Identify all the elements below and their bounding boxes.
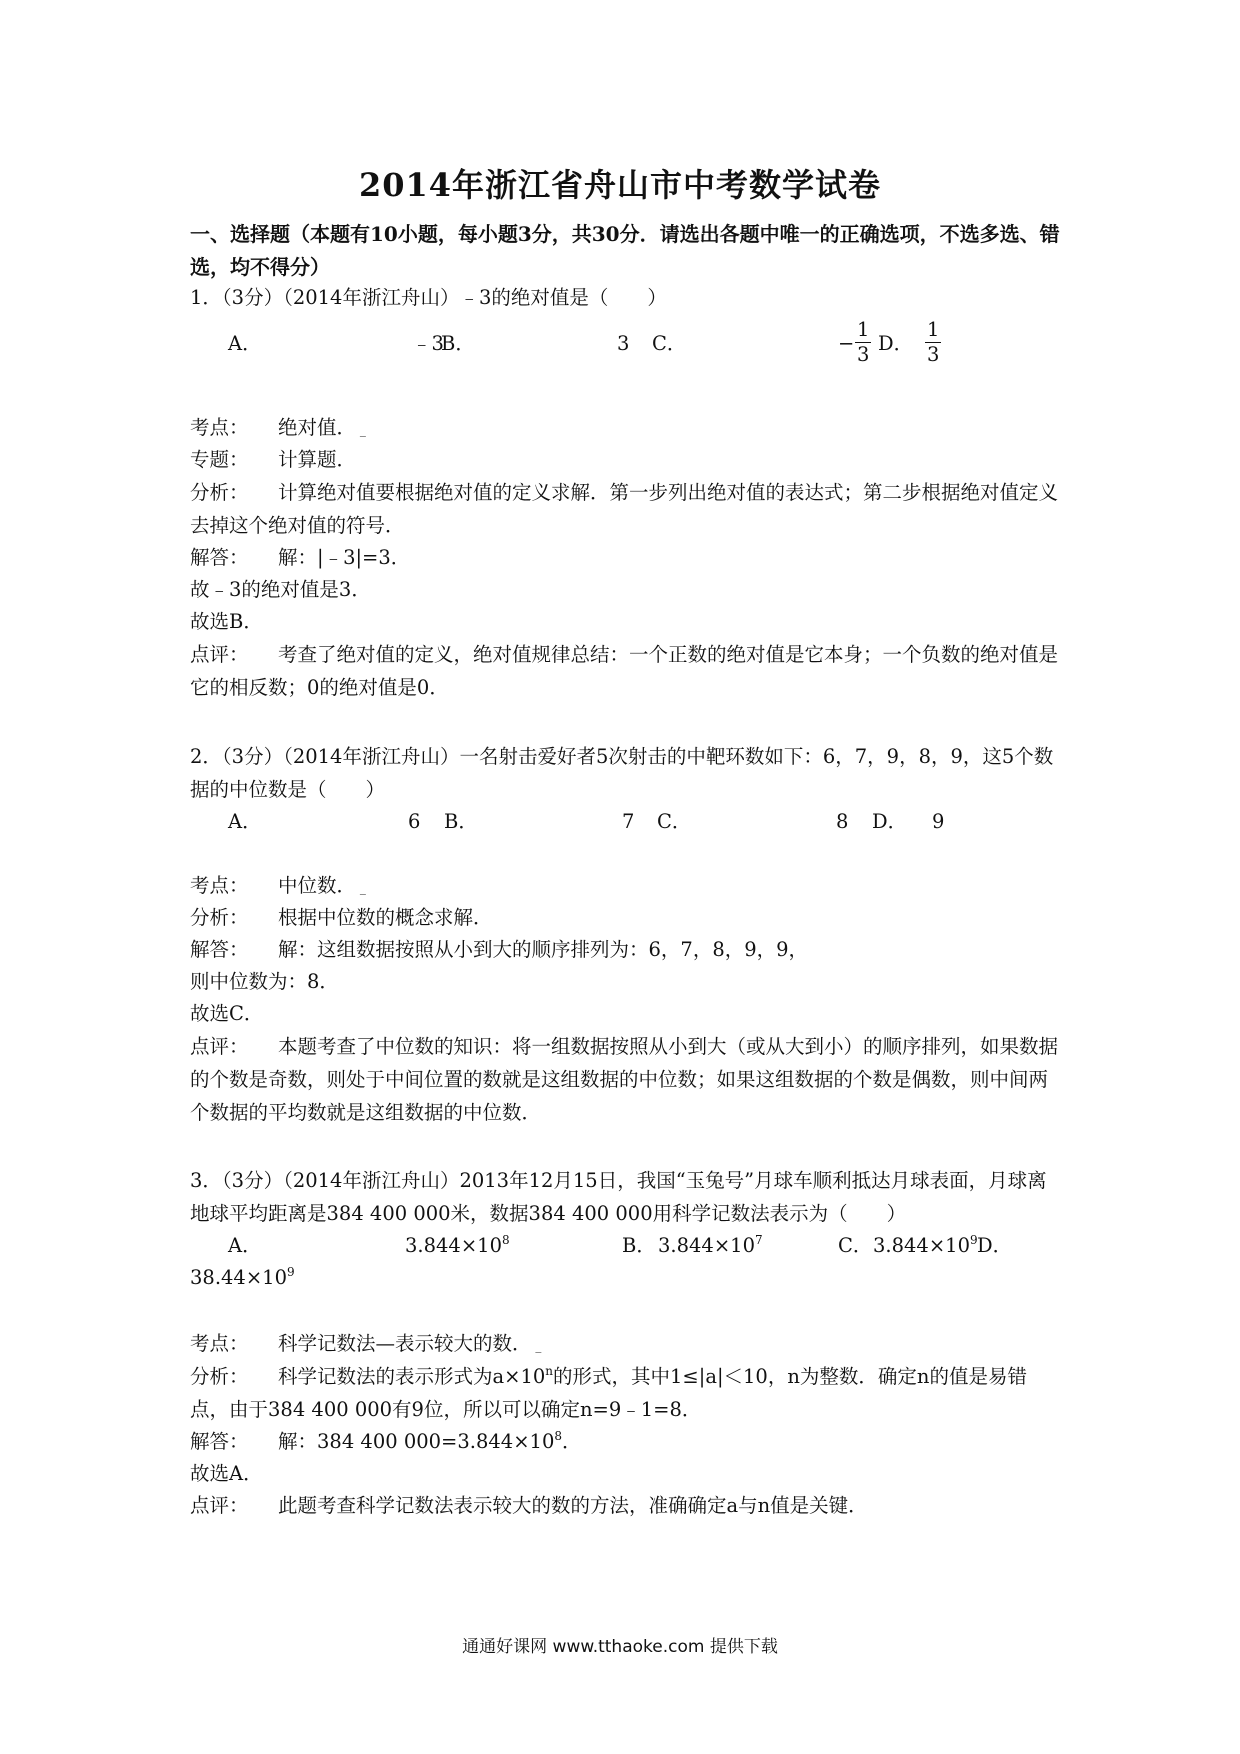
dianping-text: 考查了绝对值的定义，绝对值规律总结：一个正数的绝对值是它本身；一个负数的绝对值是它的相反数；0的绝对值是0． bbox=[190, 643, 1059, 699]
jieda-text: 解：384 400 $000=3.844\times 10^8$． bbox=[278, 1429, 582, 1453]
dianping-label: 点评： bbox=[190, 1035, 249, 1058]
question-2-stem: 2．（3分）（2014年浙江舟山）一名射击爱好者5次射击的中靶环数如下：6，7，9，8，9，这5个数据的中位数是（ ） bbox=[190, 745, 1054, 801]
fenxi-text: 根据中位数的概念求解． bbox=[278, 906, 493, 929]
fenxi-label: 分析： bbox=[190, 1365, 249, 1388]
question-1-stem: 1．（3分）（2014年浙江舟山）﹣3的绝对值是（ ） bbox=[190, 286, 667, 309]
q3-option-b-label: B． bbox=[622, 1234, 656, 1257]
zhuanti-text: 计算题． bbox=[278, 448, 357, 471]
fraction-denominator: 3 bbox=[857, 343, 870, 366]
q2-option-d-label: D． bbox=[872, 810, 908, 833]
q2-option-c-label: C． bbox=[657, 810, 692, 833]
q1-answer-line: 故﹣3的绝对值是3． bbox=[190, 578, 371, 601]
jieda-text: 解：这组数据按照从小到大的顺序排列为：6，7，8，9，9， bbox=[278, 938, 809, 961]
q2-fenxi bbox=[190, 902, 493, 934]
fenxi-text: 科学记数法的表示形式为$a\times 10^n$的形式，其中1≤|a|＜10，n为整数．确定n的值是易错点，由于384 400 000有9位，所以可以确定n=9﹣1=8． bbox=[190, 1364, 1027, 1421]
q1-option-d-label: D． bbox=[878, 332, 914, 355]
fraction-denominator: 3 bbox=[927, 343, 940, 366]
q3-fenxi bbox=[190, 1360, 1060, 1426]
q1-jieda bbox=[190, 542, 410, 574]
jieda-label: 解答： bbox=[190, 938, 249, 961]
q3-option-b-value: $3.844\times 10^7$ bbox=[658, 1233, 763, 1257]
footer-source: 通通好课网 www.tthaoke.com 提供下载 bbox=[462, 1637, 778, 1657]
q2-option-b-label: B． bbox=[444, 810, 478, 833]
q1-option-a-value: ﹣3 bbox=[412, 332, 444, 355]
q3-kaodian: 考点： 科学记数法—表示较大的数． _ bbox=[190, 1328, 541, 1362]
q2-choice-line: 故选C． bbox=[190, 1002, 264, 1025]
kaodian-label: 考点： bbox=[190, 1332, 249, 1355]
jieda-text: 解：|﹣3|=3． bbox=[278, 546, 411, 569]
q1-option-b-value: 3 bbox=[617, 332, 630, 355]
question-3-stem: 3．（3分）（2014年浙江舟山）2013年12月15日，我国“玉兔号”月球车顺利抵达月球表面，月球离地球平均距离是384 400 000米，数据384 400 000用科学记数法表示为（ ） bbox=[190, 1169, 1047, 1225]
q3-option-c-label: C． bbox=[838, 1234, 873, 1257]
q3-option-c-value: $3.844\times 10^9$ bbox=[873, 1233, 978, 1257]
kaodian-text: 中位数． bbox=[278, 874, 357, 897]
q3-option-d-label: D． bbox=[977, 1234, 1013, 1257]
kaodian-label: 考点： bbox=[190, 874, 249, 897]
q1-zhuanti bbox=[190, 444, 356, 476]
q2-kaodian: 考点： 中位数． _ bbox=[190, 870, 366, 904]
q1-option-b-label: B． bbox=[441, 332, 475, 355]
q1-option-a-label: A． bbox=[228, 332, 262, 355]
q1-kaodian: 考点： 绝对值． _ bbox=[190, 412, 366, 446]
kaodian-text: 科学记数法—表示较大的数． bbox=[278, 1332, 532, 1355]
q1-choice-line: 故选B． bbox=[190, 610, 263, 633]
q2-option-d-value: 9 bbox=[932, 810, 945, 833]
fenxi-label: 分析： bbox=[190, 906, 249, 929]
section-heading: 一、选择题（本题有10小题，每小题3分，共30分．请选出各题中唯一的正确选项，不选多选、错选，均不得分） bbox=[190, 222, 1060, 279]
q3-jieda bbox=[190, 1426, 582, 1458]
dianping-text: 此题考查科学记数法表示较大的数的方法，准确确定a与n值是关键． bbox=[278, 1494, 868, 1517]
dianping-label: 点评： bbox=[190, 1494, 249, 1517]
q2-dianping bbox=[190, 1030, 1060, 1129]
q3-option-a-value: $3.844\times 10^8$ bbox=[405, 1233, 510, 1257]
kaodian-label: 考点： bbox=[190, 416, 249, 439]
dianping-text: 本题考查了中位数的知识：将一组数据按照从小到大（或从大到小）的顺序排列，如果数据的个数是奇数，则处于中间位置的数就是这组数据的中位数；如果这组数据的个数是偶数，则中间两个数据的平均数就是这组数据的中位数． bbox=[190, 1035, 1059, 1124]
zhuanti-label: 专题： bbox=[190, 448, 249, 471]
q1-option-c-fraction bbox=[855, 318, 871, 367]
q2-option-a-label: A． bbox=[228, 810, 262, 833]
fraction-numerator: 1 bbox=[857, 318, 870, 341]
q2-answer-line: 则中位数为：8． bbox=[190, 970, 339, 993]
fenxi-text: 计算绝对值要根据绝对值的定义求解．第一步列出绝对值的表达式；第二步根据绝对值定义去掉这个绝对值的符号． bbox=[190, 481, 1059, 537]
dianping-label: 点评： bbox=[190, 643, 249, 666]
jieda-label: 解答： bbox=[190, 1430, 249, 1453]
page-title: 2014年浙江省舟山市中考数学试卷 bbox=[358, 166, 882, 204]
q1-option-d-fraction bbox=[925, 318, 941, 367]
q1-option-c-label: C． bbox=[652, 332, 687, 355]
q1-fenxi bbox=[190, 476, 1060, 542]
kaodian-text: 绝对值． bbox=[278, 416, 357, 439]
q2-option-c-value: 8 bbox=[836, 810, 849, 833]
q1-dianping bbox=[190, 638, 1060, 704]
q3-choice-line: 故选A． bbox=[190, 1462, 263, 1485]
q3-option-a-label: A． bbox=[228, 1234, 262, 1257]
q2-jieda bbox=[190, 934, 808, 966]
fenxi-label: 分析： bbox=[190, 481, 249, 504]
q2-option-b-value: 7 bbox=[622, 810, 635, 833]
q3-dianping bbox=[190, 1490, 868, 1522]
q2-option-a-value: 6 bbox=[408, 810, 421, 833]
q3-option-d-value: $38.44\times 10^9$ bbox=[190, 1265, 295, 1289]
q1-option-c-sign: − bbox=[838, 332, 855, 355]
jieda-label: 解答： bbox=[190, 546, 249, 569]
fraction-numerator: 1 bbox=[927, 318, 940, 341]
